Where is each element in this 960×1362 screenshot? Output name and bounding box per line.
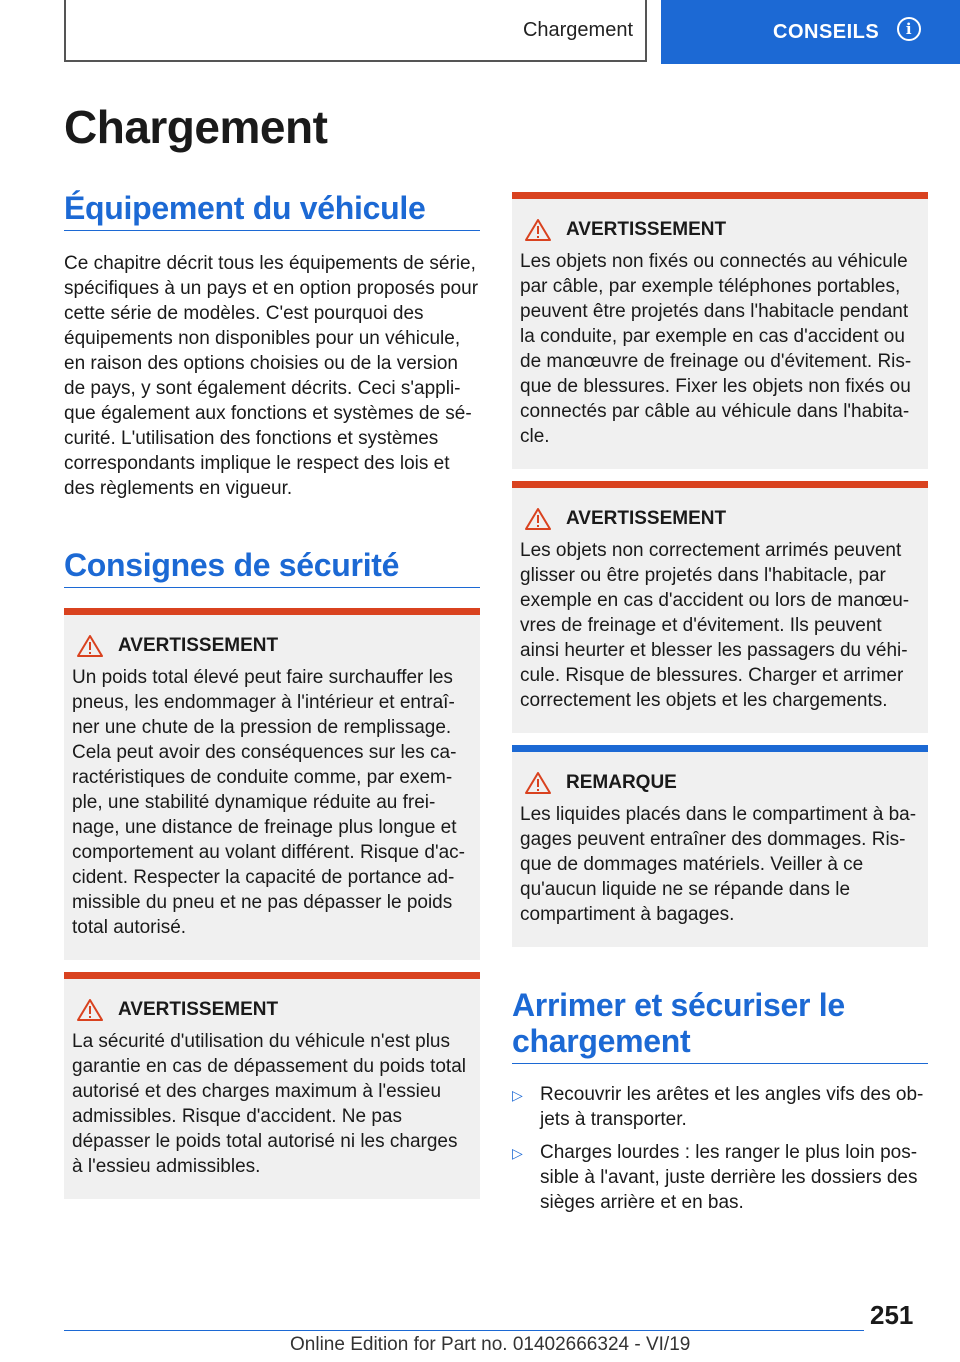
left-column — [64, 190, 480, 1199]
warning-triangle-icon — [524, 771, 552, 795]
header-section-tab — [661, 0, 960, 64]
notice-header — [520, 770, 920, 796]
warning-triangle-icon — [76, 998, 104, 1022]
warning-header — [72, 633, 472, 659]
warning-header — [520, 217, 920, 243]
warning-text: Les objets non fixés ou connectés au véhicule par câble, par exemple téléphones portables, peuvent être projetés dans l'habitacle pendant la conduite, par exemple en cas d'accident ou de manœuvre de freinage ou d'évitement. Risque de blessures. Fixer les objets non fixés ou connectés par câble au véhicule dans l'habitacle. — [520, 251, 912, 447]
warning-title: AVERTISSEMENT — [566, 508, 727, 529]
warning-box — [64, 608, 480, 960]
warning-box — [512, 192, 928, 469]
footer-edition: Online Edition for Part no. 01402666324 - VI/19 — [290, 1334, 691, 1355]
list-item — [512, 1082, 928, 1132]
warning-header — [72, 997, 472, 1023]
warning-text: La sécurité d'utilisation du véhicule n'est plus garantie en cas de dépassement du poids total autorisé et des charges maximum à l'essieu admissibles. Risque d'accident. Ne pas dépasser le poids total autorisé ni les charges à l'essieu admissibles. — [72, 1031, 466, 1177]
safety-heading: Consignes de sécurité — [64, 547, 480, 588]
warning-header — [520, 506, 920, 532]
list-item — [512, 1140, 928, 1215]
footer-divider — [64, 1330, 864, 1331]
header-section-label: CONSEILS — [773, 20, 880, 43]
warning-title: AVERTISSEMENT — [566, 219, 727, 240]
warning-box — [512, 481, 928, 733]
warning-text: Les objets non correctement arrimés peuvent glisser ou être projetés dans l'habitacle, par exemple en cas d'accident ou lors de manœuvres de freinage et d'évitement. Ils peuvent ainsi heurter et blesser les passagers du véhicule. Risque de blessures. Charger et arrimer correctement les objets et les chargements. — [520, 540, 910, 711]
info-icon: i — [897, 17, 921, 41]
securing-list — [512, 1082, 928, 1215]
right-column — [512, 192, 928, 1223]
notice-text: Les liquides placés dans le compartiment à bagages peuvent entraîner des dommages. Risque de dommages matériels. Veiller à ce qu'aucun liquide ne se répande dans le compartiment à bagages. — [520, 804, 917, 925]
triangle-bullet-icon: ▷ — [512, 1087, 523, 1103]
header-chapter-label: Chargement — [522, 18, 633, 41]
warning-triangle-icon — [524, 218, 552, 242]
warning-text: Un poids total élevé peut faire surchauffer les pneus, les endommager à l'intérieur et entraîner une chute de la pression de remplissage. Cela peut avoir des conséquences sur les caractéristiques de conduite comme, par exemple, une stabilité dynamique réduite au freinage, une distance de freinage plus longue et comportement au volant différent. Risque d'accident. Respecter la capacité de portance admissible du pneu et ne pas dépasser le poids total autorisé. — [72, 667, 465, 938]
warning-box — [64, 972, 480, 1199]
page-title: Chargement — [64, 101, 328, 153]
list-item-text: Recouvrir les arêtes et les angles vifs des objets à transporter. — [540, 1084, 924, 1130]
securing-heading: Arrimer et sécuriser le chargement — [512, 987, 928, 1064]
warning-triangle-icon — [524, 507, 552, 531]
header-chapter-tab — [64, 0, 647, 62]
warning-title: AVERTISSEMENT — [118, 999, 279, 1020]
warning-title: AVERTISSEMENT — [118, 635, 279, 656]
warning-triangle-icon — [76, 634, 104, 658]
notice-title: REMARQUE — [566, 772, 677, 793]
page-number: 251 — [870, 1300, 914, 1330]
triangle-bullet-icon: ▷ — [512, 1145, 523, 1161]
equipment-text: Ce chapitre décrit tous les équipements de série, spécifiques à un pays et en option proposés pour cette série de modèles. C'est pourquoi des équipements non disponibles pour un véhicule, en raison des options choisies ou de la version de pays, y sont également décrits. Ceci s'applique également aux fonctions et systèmes de sécurité. L'utilisation des fonctions et systèmes correspondants implique le respect des lois et des règlements en vigueur. — [64, 253, 479, 499]
equipment-heading: Équipement du véhicule — [64, 190, 480, 231]
notice-box — [512, 745, 928, 947]
list-item-text: Charges lourdes : les ranger le plus loin possible à l'avant, juste derrière les dossiers des sièges arrière et en bas. — [540, 1142, 918, 1213]
